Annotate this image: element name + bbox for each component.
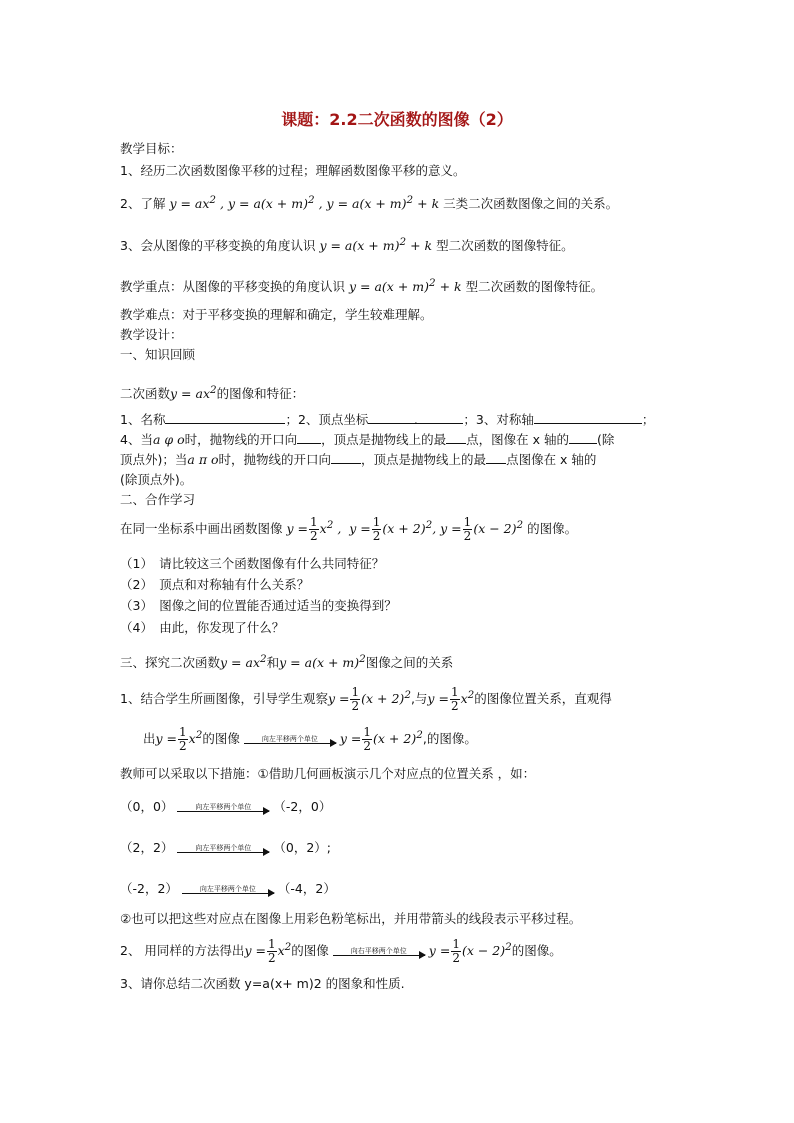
- observe-line-2: 出y = $\frac{1}{2}$ $x^2$的图像 向左平移两个单位 y = $\frac{1}{2}$ $(x + 2)^2$,的图像。: [143, 725, 477, 754]
- shift-arrow: 向左平移两个单位: [177, 803, 269, 812]
- point-row-2: （2，2） 向左平移两个单位 （0，2）;: [120, 840, 332, 855]
- page-title: 课题：2.2二次函数的图像（2）: [281, 110, 513, 129]
- section-3-heading: 三、探究二次函数$y = ax^2$和$y = a(x + m)^2$图像之间的关系: [120, 653, 454, 671]
- goal-3: 3、会从图像的平移变换的角度认识 $y = a(x + m)^2 + k$ 型二次函数的图像特征。: [120, 236, 574, 254]
- section-2-heading: 二、合作学习: [120, 492, 196, 507]
- design-heading: 教学设计：: [120, 327, 183, 342]
- section-1-heading: 一、知识回顾: [120, 347, 196, 362]
- shift-arrow: 向右平移两个单位: [333, 947, 425, 956]
- fill-line-3: 顶点外)；当a π o时，抛物线的开口向 ，顶点是抛物线上的最 点图像在 x 轴的: [120, 452, 597, 467]
- observe-line: 1、结合学生所画图像，引导学生观察y = $\frac{1}{2}$ $(x + 2)^2$,与y = $\frac{1}{2}$ $x^2$的图像位置关系，直观得: [120, 685, 612, 714]
- question-2: （2） 顶点和对称轴有什么关系？: [120, 577, 310, 592]
- goal-2: 2、了解 $y = ax^2$ , $y = a(x + m)^2$ , $y = a(x + m)^2 + k$ 三类二次函数图像之间的关系。: [120, 194, 619, 212]
- point-row-3: （-2，2） 向左平移两个单位 （-4，2）: [120, 881, 336, 896]
- question-3: （3） 图像之间的位置能否通过适当的变换得到？: [120, 598, 397, 613]
- summary-line: 3、请你总结二次函数 y=a(x+ m)2 的图象和性质.: [120, 976, 405, 991]
- shift-arrow: 向左平移两个单位: [177, 844, 269, 853]
- key-point: 教学重点：从图像的平移变换的角度认识 $y = a(x + m)^2 + k$ 型二次函数的图像特征。: [120, 277, 604, 295]
- goals-heading: 教学目标：: [120, 141, 183, 156]
- review-line: 二次函数$y = ax^2$的图像和特征：: [120, 384, 305, 402]
- shift-arrow: 向左平移两个单位: [244, 735, 336, 744]
- same-method-line: 2、 用同样的方法得出y = $\frac{1}{2}$ $x^2$的图像 向右平移两个单位 y = $\frac{1}{2}$ $(x - 2)^2$的图像。: [120, 937, 562, 966]
- point-row-1: （0，0） 向左平移两个单位 （-2，0）: [120, 799, 332, 814]
- goal-1: 1、经历二次函数图像平移的过程；理解函数图像平移的意义。: [120, 163, 466, 178]
- note-2: ②也可以把这些对应点在图像上用彩色粉笔标出，并用带箭头的线段表示平移过程。: [120, 911, 582, 926]
- question-4: （4） 由此，你发现了什么？: [120, 620, 285, 635]
- fill-line-4: (除顶点外)。: [120, 472, 193, 487]
- difficulty: 教学难点：对于平移变换的理解和确定，学生较难理解。: [120, 307, 433, 322]
- question-1: （1） 请比较这三个函数图像有什么共同特征？: [120, 556, 385, 571]
- fill-line-1: 1、名称 ；2、顶点坐标 . ；3、对称轴 ；: [120, 412, 655, 427]
- fill-line-2: 4、当a φ o时，抛物线的开口向 ，顶点是抛物线上的最 点，图像在 x 轴的 (除: [120, 432, 615, 447]
- teacher-line: 教师可以采取以下措施：①借助几何画板演示几个对应点的位置关系 ，如：: [120, 766, 536, 781]
- shift-arrow: 向左平移两个单位: [182, 885, 274, 894]
- coop-line: 在同一坐标系中画出函数图像 y = $\frac{1}{2}$ $x^2$ , y = $\frac{1}{2}$ $(x + 2)^2$, y = $\frac{1}{2}$ $(x - 2)^2$ 的图像。: [120, 515, 578, 544]
